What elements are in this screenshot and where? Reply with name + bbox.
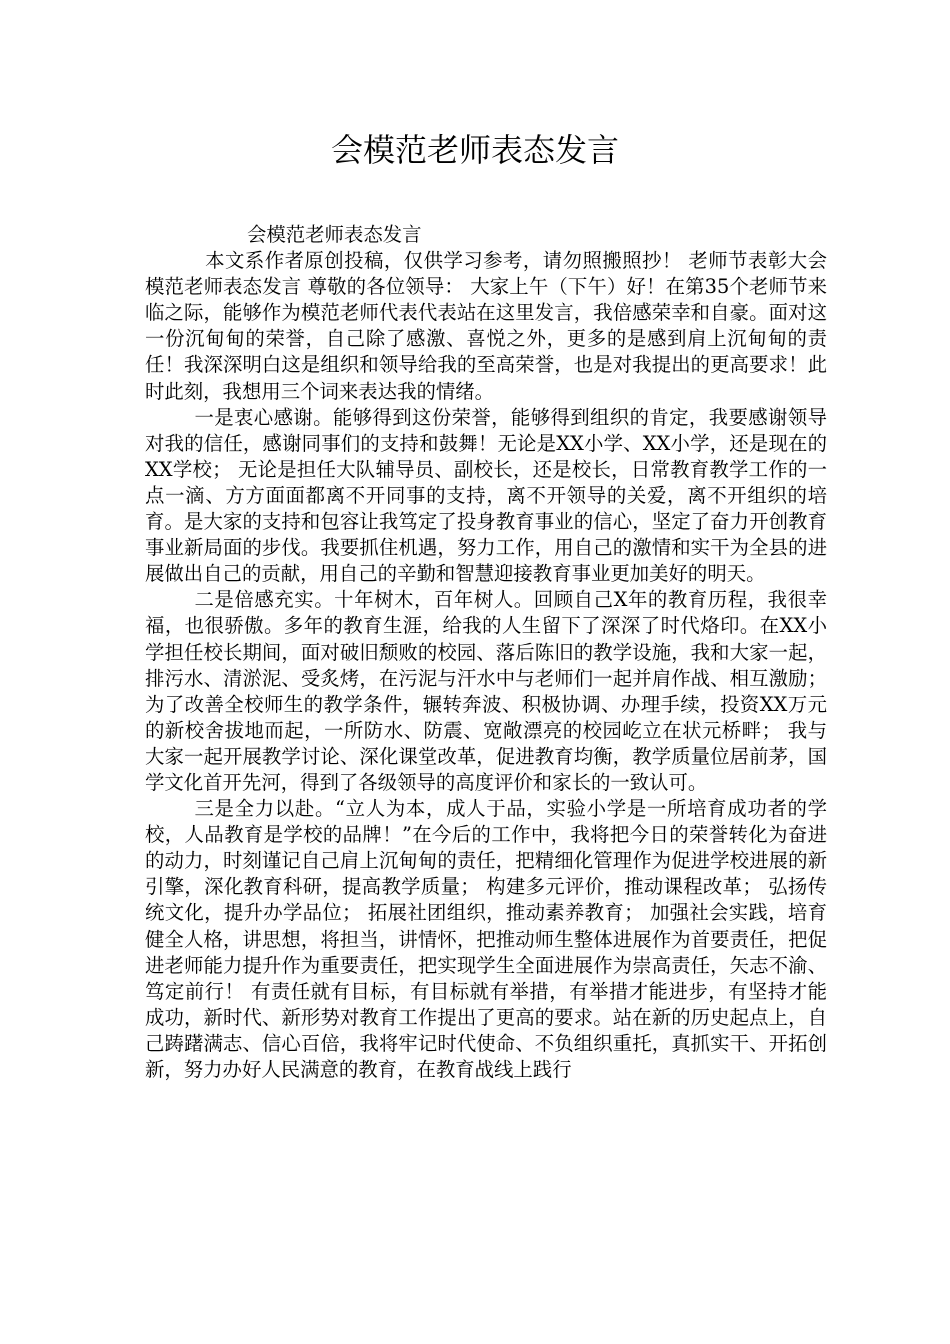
paragraph-gratitude: 一是衷心感谢。能够得到这份荣誉，能够得到组织的肯定，我要感谢领导对我的信任，感谢同事们的支持和鼓舞！无论是XX小学、XX小学，还是现在的XX学校； 无论是担任大队辅导员、副校长，还是校长，日常教育教学工作的一点一滴、方方面面都离不开同事的支持，离不开领导的关爱，离不开组织的培育。是大家的支持和包容让我笃定了投身教育事业的信心，坚定了奋力开创教育事业新局面的步伐。我要抓住机遇，努力工作，用自己的激情和实干为全县的进展做出自己的贡献，用自己的辛勤和智慧迎接教育事业更加美好的明天。 [145,405,827,586]
paragraph-intro: 本文系作者原创投稿，仅供学习参考，请勿照搬照抄！ 老师节表彰大会模范老师表态发言 尊敬的各位领导： 大家上午（下午）好！在第35个老师节来临之际，能够作为模范老师代表代表站在这里发言，我倍感荣幸和自豪。面对这一份沉甸甸的荣誉，自己除了感激、喜悦之外，更多的是感到肩上沉甸甸的责任！我深深明白这是组织和领导给我的至高荣誉，也是对我提出的更高要求！此时此刻，我想用三个词来表达我的情绪。 [145,249,827,403]
document-body [145,222,827,1083]
document-title: 会模范老师表态发言 [330,131,619,169]
paragraph-fulfillment: 二是倍感充实。十年树木，百年树人。回顾自己X年的教育历程，我很幸福，也很骄傲。多年的教育生涯，给我的人生留下了深深了时代烙印。在XX小学担任校长期间，面对破旧颓败的校园、落后陈旧的教学设施，我和大家一起，排污水、清淤泥、受炙烤，在污泥与汗水中与老师们一起并肩作战、相互激励； 为了改善全校师生的教学条件，辗转奔波、积极协调、办理手续，投资XX万元的新校舍拔地而起，一所防水、防震、宽敞漂亮的校园屹立在状元桥畔； 我与大家一起开展教学讨论、深化课堂改革，促进教育均衡，教学质量位居前茅，国学文化首开先河，得到了各级领导的高度评价和家长的一致认可。 [145,588,827,794]
document-subtitle: 会模范老师表态发言 [247,223,422,246]
paragraph-commitment: 三是全力以赴。“立人为本，成人于品，实验小学是一所培育成功者的学校，人品教育是学校的品牌！”在今后的工作中，我将把今日的荣誉转化为奋进的动力，时刻谨记自己肩上沉甸甸的责任，把精细化管理作为促进学校进展的新引擎，深化教育科研，提高教学质量； 构建多元评价，推动课程改革； 弘扬传统文化，提升办学品位； 拓展社团组织，推动素养教育； 加强社会实践，培育健全人格，讲思想，将担当，讲情怀，把推动师生整体进展作为首要责任，把促进老师能力提升作为重要责任，把实现学生全面进展作为崇高责任，矢志不渝、笃定前行！ 有责任就有目标，有目标就有举措，有举措才能进步，有坚持才能成功，新时代、新形势对教育工作提出了更高的要求。站在新的历史起点上，自己踌躇满志、信心百倍，我将牢记时代使命、不负组织重托，真抓实干、开拓创新，努力办好人民满意的教育，在教育战线上践行 [145,797,827,1081]
